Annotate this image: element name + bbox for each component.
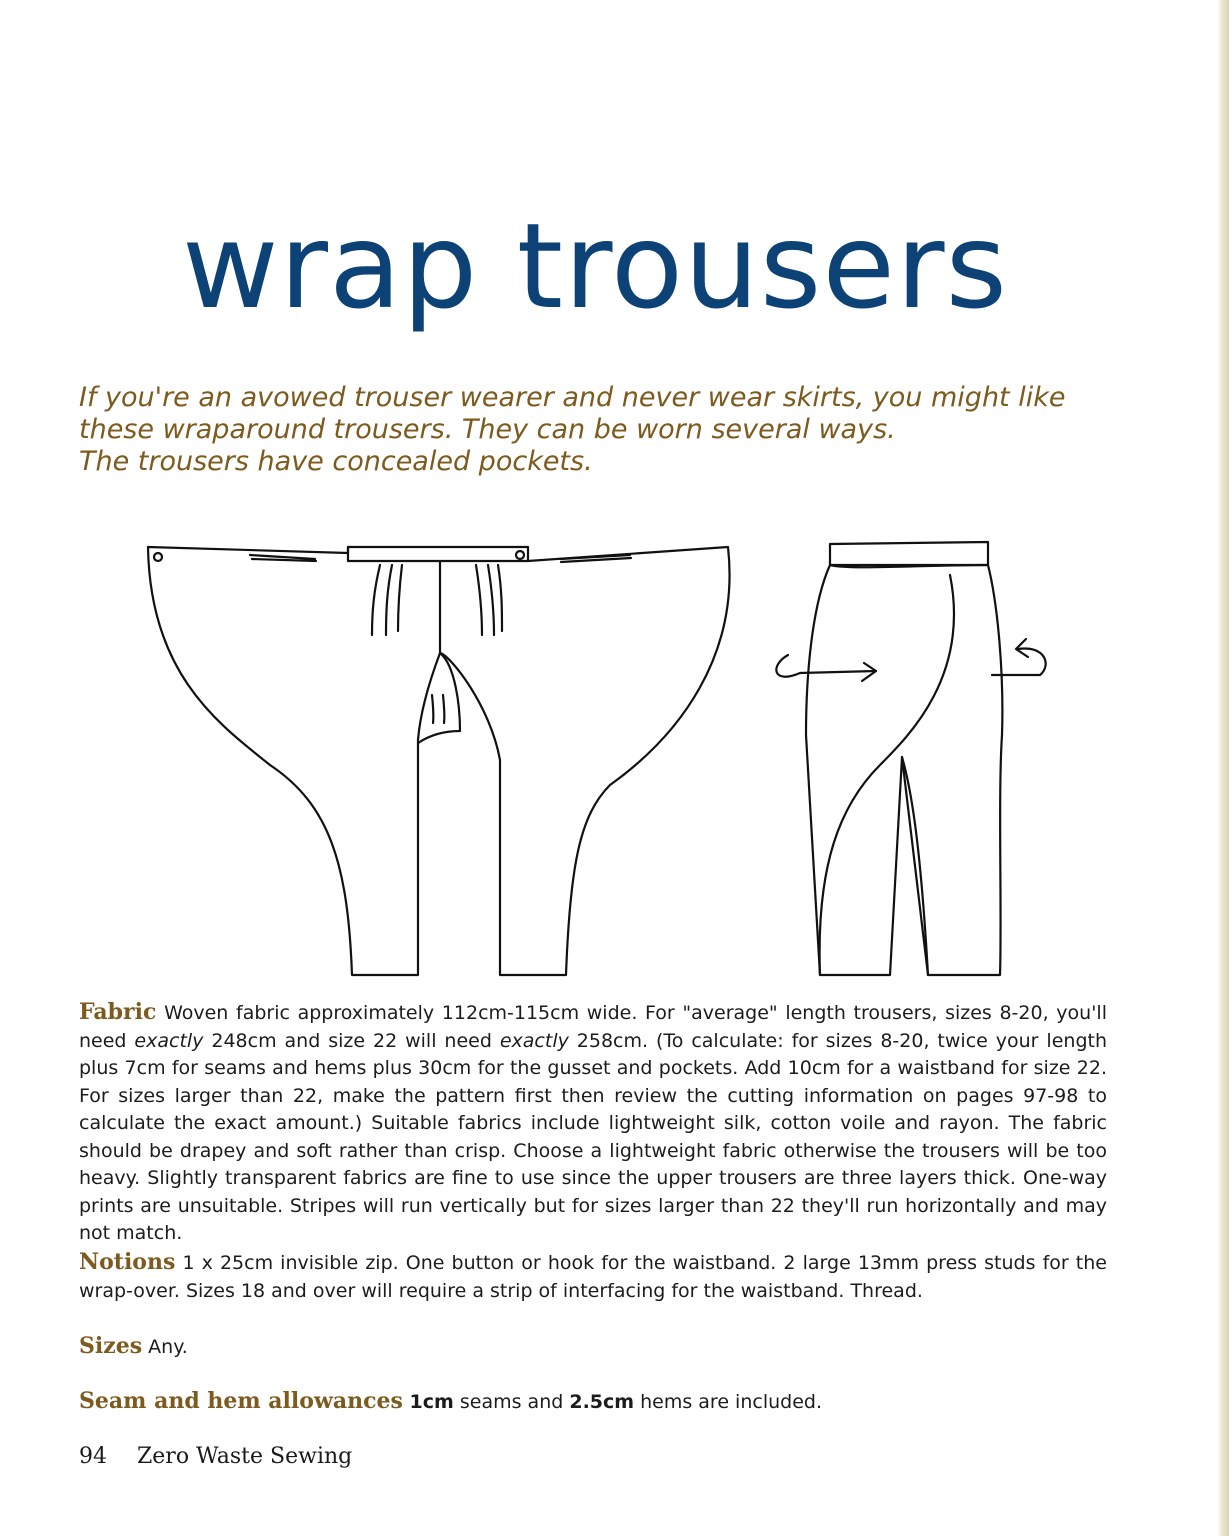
fabric-text-2: 248cm and size 22 will need (203, 1029, 500, 1052)
hem-allowance-value: 2.5cm (569, 1391, 635, 1413)
sizes-heading: Sizes (79, 1333, 143, 1359)
intro-text (79, 382, 1129, 478)
page-title: wrap trousers (182, 197, 1008, 335)
notions-section (79, 1249, 1107, 1305)
notions-text: 1 x 25cm invisible zip. One button or hook for the waistband. 2 large 13mm press studs for the wrap-over. Sizes 18 and over will require a strip of interfacing for the waistband. Thread. (79, 1252, 1107, 1302)
fabric-text-1: Woven fabric approximately 112cm-115cm wide. For "average" length trousers, sizes 8-20, you'll need (79, 1002, 1107, 1052)
fabric-section (79, 999, 1107, 1248)
book-title: Zero Waste Sewing (137, 1444, 353, 1469)
intro-line-2: these wraparound trousers. They can be worn several ways. (79, 414, 896, 445)
allowances-section (79, 1388, 1107, 1417)
intro-line-1: If you're an avowed trouser wearer and never wear skirts, you might like (79, 382, 1066, 413)
notions-heading: Notions (79, 1249, 176, 1275)
page-edge (1217, 0, 1229, 1536)
page-footer (79, 1444, 352, 1469)
fabric-emphasis-2: exactly (499, 1029, 569, 1052)
allowances-heading: Seam and hem allowances (79, 1388, 403, 1414)
allowances-text-1: seams and (453, 1391, 570, 1413)
trousers-illustration (140, 535, 1060, 985)
sizes-text: Any. (142, 1336, 188, 1358)
fabric-heading: Fabric (79, 999, 157, 1025)
intro-line-3: The trousers have concealed pockets. (79, 446, 593, 477)
fabric-text-3: 258cm. (To calculate: for sizes 8-20, twice your length plus 7cm for seams and hems plus 30cm for the gusset and pockets. Add 10cm for a waistband for size 22. For sizes larger than 22, make the pattern first then review the cutting information on pages 97-98 to calculate the exact amount.) Suitable fabrics include lightweight silk, cotton voile and rayon. The fabric should be drapey and soft rather than crisp. Choose a lightweight fabric otherwise the trousers will be too heavy. Slightly transparent fabrics are fine to use since the upper trousers are three layers thick. One-way prints are unsuitable. Stripes will run vertically but for sizes larger than 22 they'll run horizontally and may not match. (79, 1029, 1107, 1244)
flat-trousers-drawing (148, 547, 730, 975)
allowances-text-2: hems are included. (634, 1391, 822, 1413)
fabric-emphasis-1: exactly (134, 1029, 204, 1052)
seam-allowance-value: 1cm (402, 1391, 454, 1413)
worn-trousers-drawing (776, 542, 1045, 975)
page-number: 94 (79, 1444, 107, 1469)
sizes-section (79, 1333, 1107, 1362)
